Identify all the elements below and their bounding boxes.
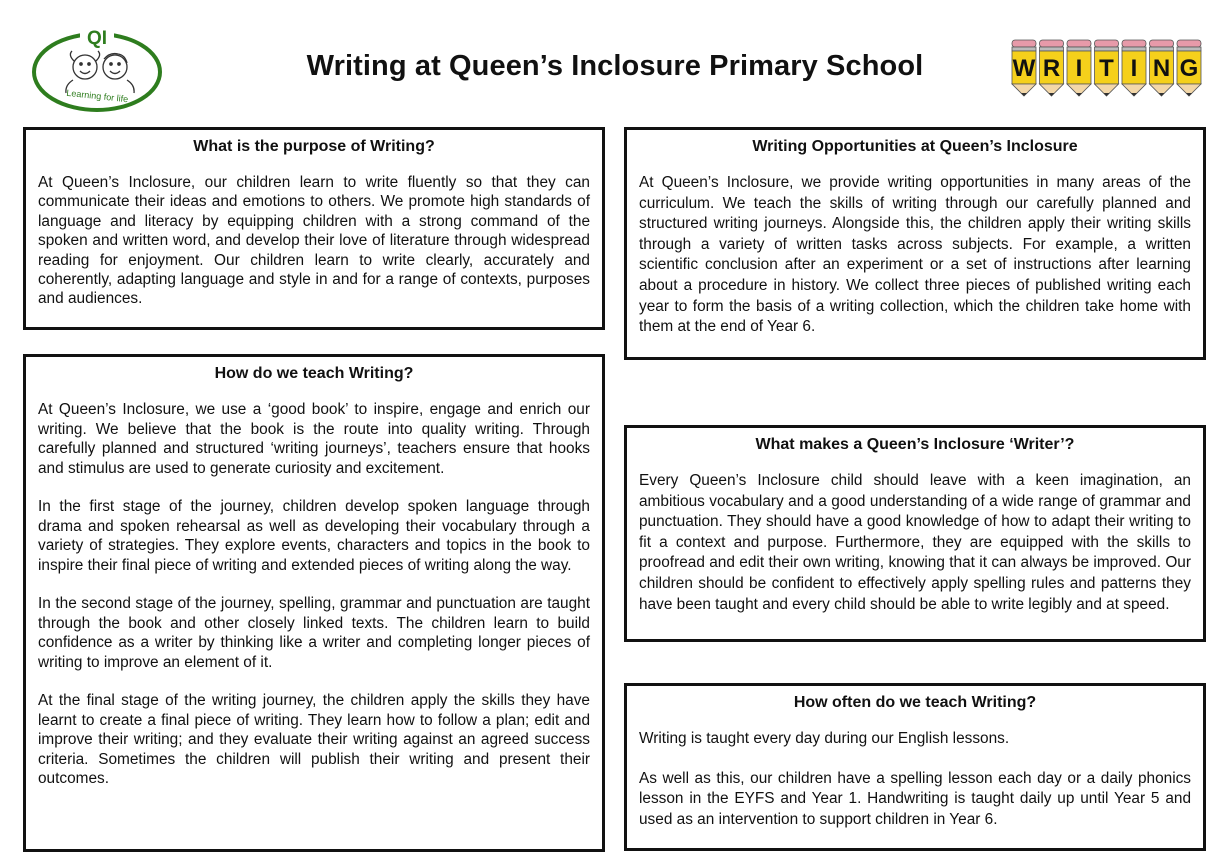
pencil-letter: T (1099, 55, 1114, 82)
page-title: Writing at Queen’s Inclosure Primary School (306, 50, 924, 82)
writing-pencils-logo (1010, 38, 1205, 98)
often-paragraph-2: As well as this, our children have a spelling lesson each day or a daily phonics lesson in the EYFS and Year 1. Handwriting is taught daily up until Year 5 and used as an intervention to support children in Year 6. (639, 769, 1191, 828)
pencil-letter: W (1012, 55, 1036, 82)
purpose-heading: What is the purpose of Writing? (193, 138, 435, 155)
pencil-letter: I (1075, 55, 1083, 82)
teach-heading: How do we teach Writing? (214, 365, 414, 382)
pencil-letter: I (1130, 55, 1138, 82)
opportunities-heading: Writing Opportunities at Queen’s Inclosure (752, 138, 1078, 155)
writer-paragraph: Every Queen’s Inclosure child should leave with a keen imagination, an ambitious vocabulary and a good understanding of a wide range of grammar and punctuation. They should have a good knowledge of how to adapt their writing to fit a context and purpose. Furthermore, they are equipped with the skills to proofread and edit their own writing, knowing that it can always be improved. Our children should be confident to effectively apply spelling rules and patterns they have been taught and every child should be able to write legibly and at speed. (639, 472, 1191, 613)
purpose-paragraph: At Queen’s Inclosure, our children learn to write fluently so that they can communicate their ideas and emotions to others. We promote high standards of language and literacy by equipping children with a strong command of the spoken and written word, and develop their love of literature through widespread reading for enjoyment. Our children learn to write clearly, accurately and coherently, adapting language and style in and for a range of contexts, purposes and audiences. (38, 174, 590, 308)
pencil-letter-icon (1095, 40, 1119, 96)
pencil-letter: G (1179, 55, 1199, 82)
teach-paragraph-2: In the first stage of the journey, children develop spoken language through drama and spoken rehearsal as well as developing their vocabulary through a variety of strategies. They explore events, characters and topics in the book to inspire their final piece of writing and extended pieces of writing along the way. (38, 498, 590, 574)
opportunities-paragraph: At Queen’s Inclosure, we provide writing opportunities in many areas of the curriculum. We teach the skills of writing through our carefully planned and structured writing journeys. Alongside this, the children apply their writing skills through a variety of written tasks across subjects. For example, a written scientific conclusion after an experiment or a set of instructions after learning about a procedure in history. We collect three pieces of published writing each year to form the basis of a writing collection, which the children take home with them at the end of Year 6. (639, 174, 1191, 336)
often-section (624, 683, 1206, 851)
pencil-letter-icon (1040, 40, 1064, 96)
writer-heading: What makes a Queen’s Inclosure ‘Writer’? (755, 436, 1075, 453)
logo-motto: Learning for life (65, 87, 129, 105)
writer-section (624, 425, 1206, 642)
pencil-letter-icon (1067, 40, 1091, 96)
pencil-letter-icon (1012, 40, 1036, 96)
teach-paragraph-1: At Queen’s Inclosure, we use a ‘good book’ to inspire, engage and enrich our writing. We believe that the book is the route into quality writing. Through carefully planned and structured ‘writing journeys’, teachers ensure that hooks and stimulus are used to generate curiosity and excitement. (38, 401, 590, 477)
school-logo (30, 25, 170, 115)
opportunities-section (624, 127, 1206, 360)
children-faces-icon (66, 51, 134, 93)
pencil-letter-icon (1177, 40, 1201, 96)
often-heading: How often do we teach Writing? (793, 694, 1037, 711)
purpose-section (23, 127, 605, 330)
pencil-letter: R (1042, 55, 1061, 82)
teach-paragraph-3: In the second stage of the journey, spelling, grammar and punctuation are taught through the book and other closely linked texts. The children learn to build confidence as a writer by thinking like a writer and completing longer pieces of writing to improve an element of it. (38, 595, 590, 671)
teach-section (23, 354, 605, 852)
often-paragraph-1: Writing is taught every day during our English lessons. (639, 730, 1010, 747)
pencil-letter: N (1152, 55, 1171, 82)
pencil-letter-icon (1150, 40, 1174, 96)
pencil-letter-icon (1122, 40, 1146, 96)
teach-paragraph-4: At the final stage of the writing journey, the children apply the skills they have learnt to create a final piece of writing. They learn how to follow a plan; edit and improve their writing; and they evaluate their writing against an agreed success criteria. Sometimes the children will publish their writing and present their outcomes. (38, 692, 590, 787)
logo-initials: QI (86, 28, 108, 49)
